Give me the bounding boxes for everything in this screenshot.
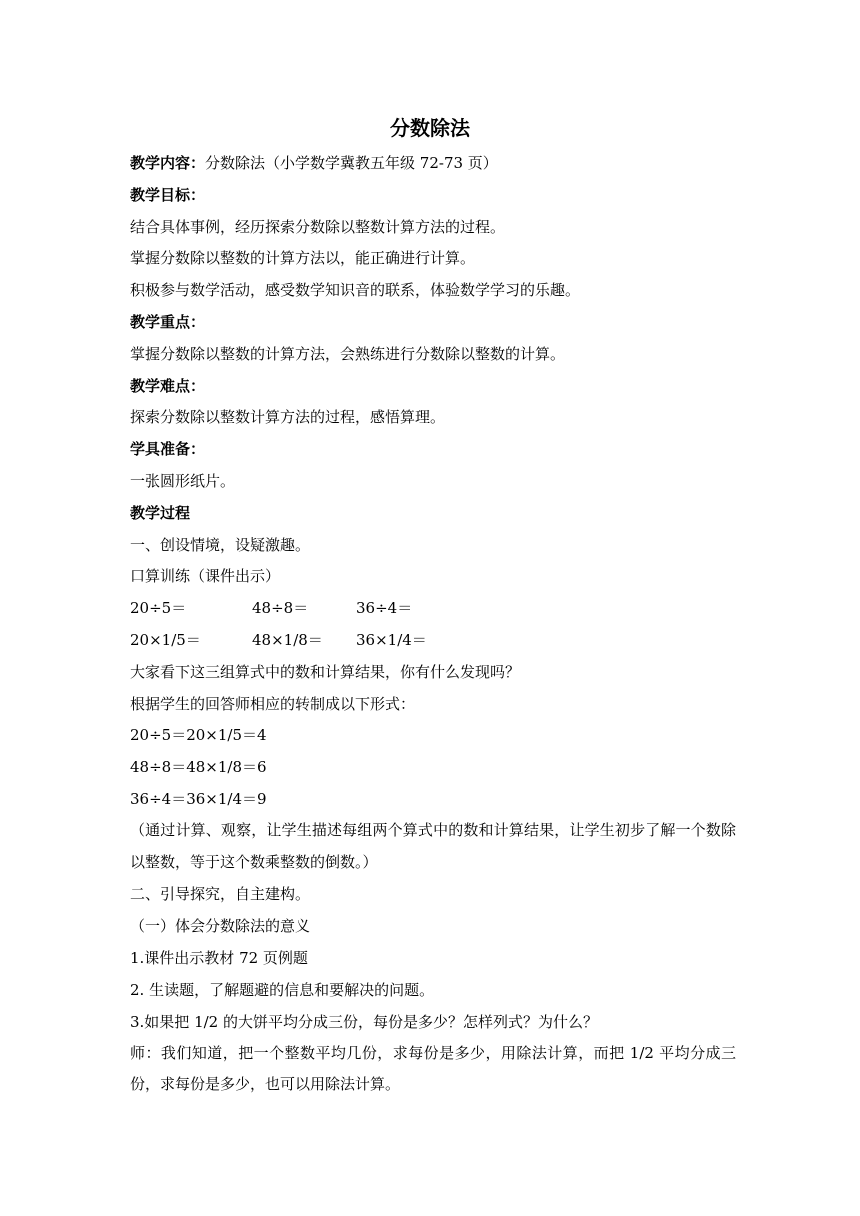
materials-heading: 学具准备： [130,440,206,459]
document-title: 分数除法 [390,116,470,140]
difficulties-heading: 教学难点： [130,376,206,395]
oral-exercise-row [130,630,736,650]
oral-training-line: 口算训练（课件出示） [130,567,281,586]
process-heading: 教学过程 [130,503,191,522]
key-points-text: 掌握分数除以整数的计算方法，会熟练进行分数除以整数的计算。 [130,344,566,363]
objective-item: 积极参与数学活动，感受数学知识音的联系，体验数学学习的乐趣。 [130,281,581,300]
teaching-content-text: 分数除法（小学数学冀教五年级 72-73 页） [205,154,498,172]
objectives-heading: 教学目标： [130,185,206,204]
oral-exercise-row [130,598,736,618]
teacher-paragraph: 师：我们知道，把一个整数平均几份，求每份是多少，用除法计算，而把 1/2 平均分成三份，求每份是多少，也可以用除法计算。 [130,1043,736,1094]
note-paragraph: （通过计算、观察，让学生描述每组两个算式中的数和计算结果，让学生初步了解一个数除以整数，等于这个数乘整数的倒数。） [130,820,736,871]
key-points-heading: 教学重点： [130,312,206,331]
step-3: 3.如果把 1/2 的大饼平均分成三份，每份是多少？怎样列式？为什么？ [130,1012,598,1031]
step-2: 2. 生读题，了解题避的信息和要解决的问题。 [130,980,435,999]
section2-title: 二、引导探究，自主建构。 [130,885,311,904]
equation-line: 48÷8＝48×1/8＝6 [130,758,267,777]
subsection1-title: （一）体会分数除法的意义 [130,917,311,936]
oral-exercise: 48÷8＝ [252,599,309,618]
teaching-content-label: 教学内容： [130,154,206,172]
oral-exercise: 20×1/5＝ [130,630,201,649]
question-line: 大家看下这三组算式中的数和计算结果，你有什么发现吗？ [130,662,521,681]
transform-intro-line: 根据学生的回答师相应的转制成以下形式： [130,694,416,713]
equation-line: 20÷5＝20×1/5＝4 [130,726,267,745]
equation-line: 36÷4＝36×1/4＝9 [130,789,267,808]
oral-exercise: 36÷4＝ [356,599,413,618]
difficulties-text: 探索分数除以整数计算方法的过程，感悟算理。 [130,408,446,427]
oral-exercise: 48×1/8＝ [252,630,323,649]
objective-item: 结合具体事例，经历探索分数除以整数计算方法的过程。 [130,217,506,236]
teaching-content-line [130,153,736,173]
objective-item: 掌握分数除以整数的计算方法以，能正确进行计算。 [130,249,476,268]
section1-title: 一、创设情境，设疑激趣。 [130,535,311,554]
step-1: 1.课件出示教材 72 页例题 [130,949,308,968]
oral-exercise: 20÷5＝ [130,599,187,618]
oral-exercise: 36×1/4＝ [356,630,427,649]
materials-text: 一张圆形纸片。 [130,471,236,490]
document-body [130,153,736,1107]
